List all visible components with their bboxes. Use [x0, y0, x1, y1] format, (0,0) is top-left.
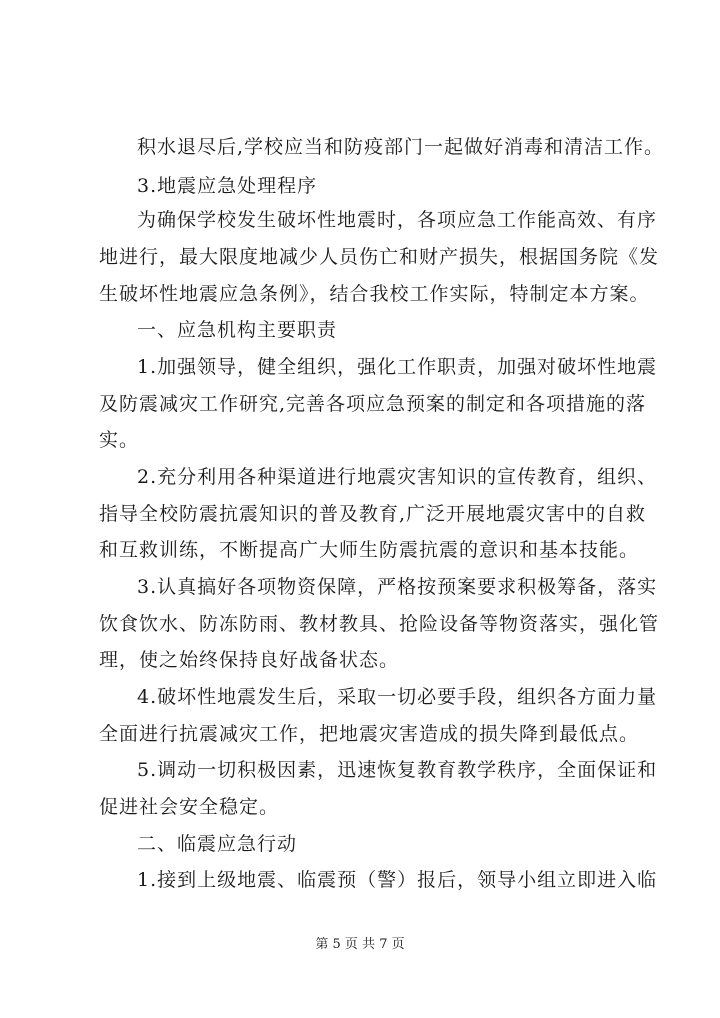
text-line: 生破坏性地震应急条例》，结合我校工作实际，特制定本方案。 — [99, 283, 650, 305]
text-line: 及防震减灾工作研究,完善各项应急预案的制定和各项措施的落 — [99, 393, 647, 415]
text-line: 5.调动一切积极因素，迅速恢复教育教学秩序，全面保证和 — [137, 759, 658, 781]
text-line: 实。 — [99, 429, 140, 451]
text-line: 全面进行抗震减灾工作，把地震灾害造成的损失降到最低点。 — [99, 723, 640, 745]
section-heading: 二、临震应急行动 — [137, 833, 298, 855]
text-line: 1.接到上级地震、临震预（警）报后，领导小组立即进入临 — [137, 869, 658, 891]
text-line: 2.充分利用各种渠道进行地震灾害知识的宣传教育，组织、 — [137, 466, 658, 488]
text-line: 3.认真搞好各项物资保障，严格按预案要求积极筹备，落实 — [137, 576, 658, 598]
text-line: 促进社会安全稳定。 — [99, 796, 280, 818]
section-heading: 一、应急机构主要职责 — [137, 319, 338, 341]
text-line: 指导全校防震抗震知识的普及教育,广泛开展地震灾害中的自救 — [99, 503, 647, 525]
text-line: 1.加强领导，健全组织，强化工作职责，加强对破坏性地震 — [137, 356, 658, 378]
text-line: 为确保学校发生破坏性地震时，各项应急工作能高效、有序 — [137, 209, 658, 231]
page-number-footer: 第 5 页 共 7 页 — [315, 937, 405, 952]
text-line: 4.破坏性地震发生后，采取一切必要手段，组织各方面力量 — [137, 686, 658, 708]
text-line: 积水退尽后,学校应当和防疫部门一起做好消毒和清洁工作。 — [137, 136, 665, 158]
text-line: 饮食饮水、防冻防雨、教材教具、抢险设备等物资落实，强化管 — [99, 613, 660, 635]
text-line: 理，使之始终保持良好战备状态。 — [99, 649, 400, 671]
text-line: 地进行，最大限度地减少人员伤亡和财产损失，根据国务院《发 — [99, 246, 660, 268]
section-heading: 3.地震应急处理程序 — [137, 175, 318, 197]
text-line: 和互救训练，不断提高广大师生防震抗震的意识和基本技能。 — [99, 539, 640, 561]
